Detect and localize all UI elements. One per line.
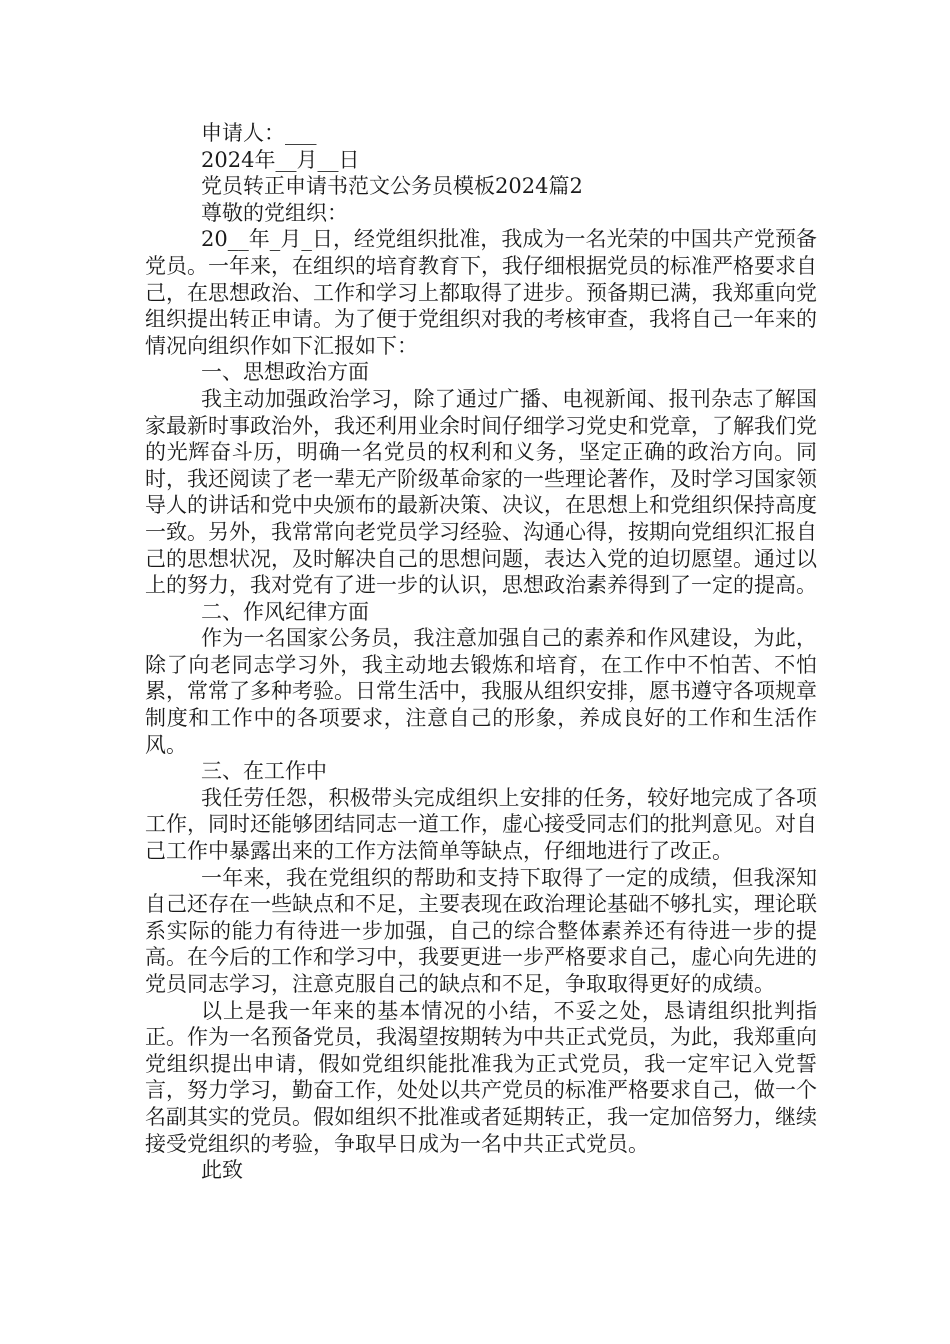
intro-paragraph: 20__年_月_日，经党组织批准，我成为一名光荣的中国共产党预备党员。一年来，在组织的培育教育下，我仔细根据党员的标准严格要求自己，在思想政治、工作和学习上都取得了进步。预备期已满，我郑重向党组织提出转正申请。为了便于党组织对我的考核审查，我将自己一年来的情况向组织作如下汇报如下： [145, 227, 817, 358]
section-heading-politics: 一、思想政治方面 [201, 360, 369, 385]
salutation: 尊敬的党组织： [201, 200, 348, 225]
closing-paragraph: 以上是我一年来的基本情况的小结，不妥之处，恳请组织批判指正。作为一名预备党员，我渴望按期转为中共正式党员，为此，我郑重向党组织提出申请，假如党组织能批准我为正式党员，我一定牢记入党誓言，努力学习，勤奋工作，处处以共产党员的标准严格要求自己，做一个名副其实的党员。假如组织不批准或者延期转正，我一定加倍努力，继续接受党组织的考验，争取早日成为一名中共正式党员。 [145, 998, 817, 1156]
section-paragraph-work: 我任劳任怨，积极带头完成组织上安排的任务，较好地完成了各项工作，同时还能够团结同志一道工作，虚心接受同志们的批判意见。对自己工作中暴露出来的工作方法简单等缺点，仔细地进行了改正。 [145, 785, 817, 864]
document-page [145, 120, 817, 1184]
summary-paragraph: 一年来，我在党组织的帮助和支持下取得了一定的成绩，但我深知自己还存在一些缺点和不足，主要表现在政治理论基础不够扎实，理论联系实际的能力有待进一步加强，自己的综合整体素养还有待进一步的提高。在今后的工作和学习中，我要更进一步严格要求自己，虚心向先进的党员同志学习，注意克服自己的缺点和不足，争取取得更好的成绩。 [145, 865, 817, 996]
section-heading-work: 三、在工作中 [201, 759, 327, 784]
applicant-line: 申请人：___ [201, 121, 317, 145]
section-paragraph-politics: 我主动加强政治学习，除了通过广播、电视新闻、报刊杂志了解国家最新时事政治外，我还利用业余时间仔细学习党史和党章，了解我们党的光辉奋斗历，明确一名党员的权利和义务，坚定正确的政治方向。同时，我还阅读了老一辈无产阶级革命家的一些理论著作，及时学习国家领导人的讲话和党中央颁布的最新决策、决议，在思想上和党组织保持高度一致。另外，我常常向老党员学习经验、沟通心得，按期向党组织汇报自己的思想状况，及时解决自己的思想问题，表达入党的迫切愿望。通过以上的努力，我对党有了进一步的认识，思想政治素养得到了一定的提高。 [145, 386, 817, 598]
document-title: 党员转正申请书范文公务员模板2024篇2 [201, 174, 583, 199]
sign-off: 此致 [201, 1158, 243, 1183]
section-paragraph-discipline: 作为一名国家公务员，我注意加强自己的素养和作风建设，为此，除了向老同志学习外，我主动地去锻炼和培育，在工作中不怕苦、不怕累，常常了多种考验。日常生活中，我服从组织安排，愿书遵守各项规章制度和工作中的各项要求，注意自己的形象，养成良好的工作和生活作风。 [145, 626, 817, 757]
date-line: 2024年__月__日 [201, 147, 360, 172]
section-heading-discipline: 二、作风纪律方面 [201, 599, 369, 624]
